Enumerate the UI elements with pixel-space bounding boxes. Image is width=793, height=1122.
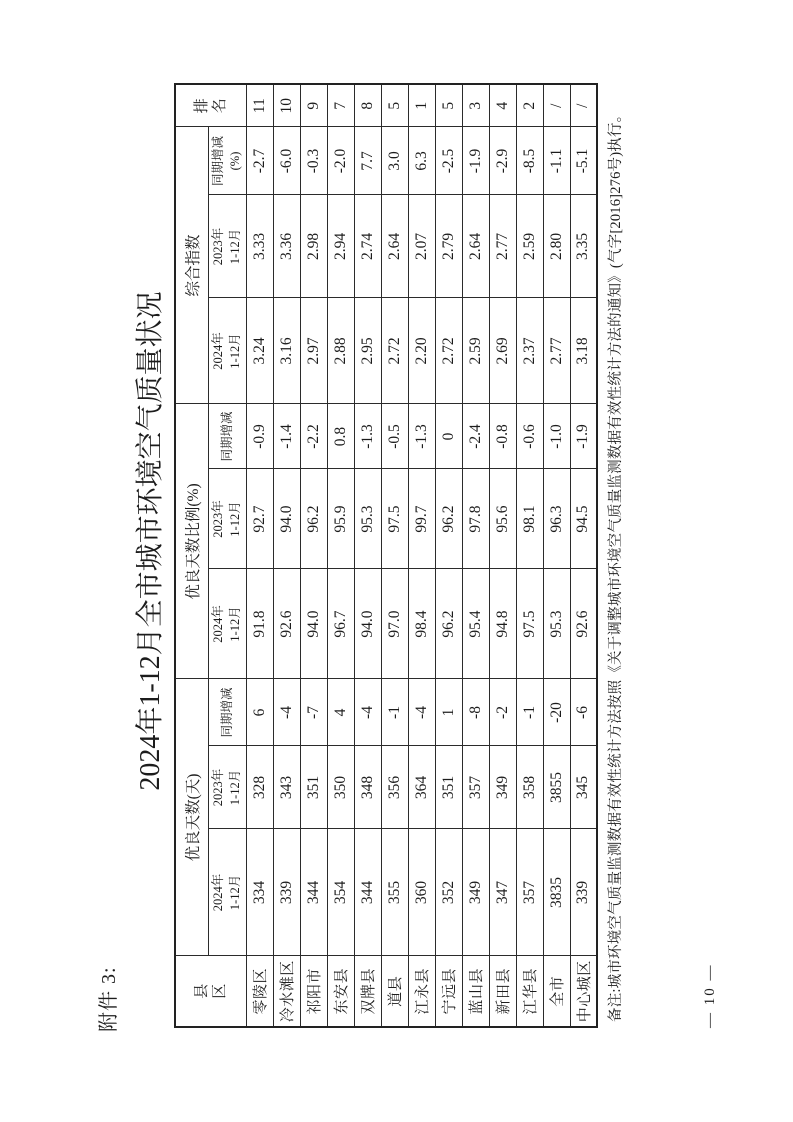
subheader-days-2023: 2023年1-12月	[208, 746, 246, 829]
cell-ratio-delta: -0.5	[381, 404, 408, 469]
cell-index-2023: 3.35	[570, 195, 597, 298]
cell-rank: 11	[246, 84, 273, 127]
cell-index-delta: 7.7	[354, 127, 381, 195]
subheader-days-2024: 2024年1-12月	[208, 829, 246, 956]
table-row	[489, 84, 516, 1027]
cell-days-2023: 358	[516, 746, 543, 829]
cell-days-delta: -20	[543, 679, 570, 746]
cell-index-2024: 2.59	[462, 298, 489, 404]
cell-index-2023: 2.64	[381, 195, 408, 298]
subheader-ratio-2023: 2023年1-12月	[208, 469, 246, 569]
cell-index-delta: 3.0	[381, 127, 408, 195]
cell-rank: /	[543, 84, 570, 127]
cell-ratio-2023: 94.0	[273, 469, 300, 569]
cell-days-2024: 344	[354, 829, 381, 956]
air-quality-table	[174, 83, 598, 1028]
cell-ratio-2023: 95.6	[489, 469, 516, 569]
table-row	[246, 84, 273, 1027]
cell-index-2024: 2.20	[408, 298, 435, 404]
cell-index-2023: 2.79	[435, 195, 462, 298]
cell-index-delta: -2.0	[327, 127, 354, 195]
cell-region: 江华县	[516, 956, 543, 1027]
cell-ratio-2024: 94.0	[300, 569, 327, 679]
cell-ratio-2023: 95.3	[354, 469, 381, 569]
subheader-index-2023: 2023年1-12月	[208, 195, 246, 298]
cell-region: 中心城区	[570, 956, 597, 1027]
cell-index-delta: -0.3	[300, 127, 327, 195]
cell-region: 全市	[543, 956, 570, 1027]
cell-days-2023: 3855	[543, 746, 570, 829]
cell-index-2023: 2.59	[516, 195, 543, 298]
cell-ratio-delta: -0.8	[489, 404, 516, 469]
cell-days-2023: 364	[408, 746, 435, 829]
cell-ratio-delta: -1.9	[570, 404, 597, 469]
cell-rank: 4	[489, 84, 516, 127]
cell-index-2023: 2.98	[300, 195, 327, 298]
cell-days-2024: 352	[435, 829, 462, 956]
cell-rank: 8	[354, 84, 381, 127]
cell-days-2024: 334	[246, 829, 273, 956]
cell-days-2024: 354	[327, 829, 354, 956]
cell-days-delta: -1	[516, 679, 543, 746]
cell-days-2023: 343	[273, 746, 300, 829]
cell-index-2024: 2.72	[381, 298, 408, 404]
cell-days-2023: 345	[570, 746, 597, 829]
subheader-index-2024: 2024年1-12月	[208, 298, 246, 404]
cell-index-2023: 3.36	[273, 195, 300, 298]
cell-index-2024: 2.95	[354, 298, 381, 404]
cell-rank: 2	[516, 84, 543, 127]
cell-rank: 10	[273, 84, 300, 127]
cell-ratio-delta: -2.2	[300, 404, 327, 469]
cell-ratio-2024: 98.4	[408, 569, 435, 679]
page-number: — 10 —	[702, 963, 718, 1028]
header-index-group: 综合指数	[175, 127, 208, 404]
note-text: 备注:城市环境空气质量监测数据有效性统计方法按照《关于调整城市环境空气质量监测数据有效性统计方法的通知》(气字[2016]276号)执行。	[608, 107, 624, 1022]
cell-index-2023: 2.64	[462, 195, 489, 298]
cell-index-2023: 2.94	[327, 195, 354, 298]
cell-index-2024: 2.69	[489, 298, 516, 404]
cell-rank: 1	[408, 84, 435, 127]
cell-days-2024: 3835	[543, 829, 570, 956]
cell-days-delta: -7	[300, 679, 327, 746]
cell-days-delta: -4	[408, 679, 435, 746]
header-region-label: 县区	[193, 983, 228, 999]
cell-ratio-2024: 94.8	[489, 569, 516, 679]
cell-ratio-2023: 96.2	[300, 469, 327, 569]
cell-ratio-2024: 96.2	[435, 569, 462, 679]
cell-index-delta: 6.3	[408, 127, 435, 195]
cell-ratio-delta: -1.4	[273, 404, 300, 469]
cell-index-delta: -1.9	[462, 127, 489, 195]
cell-days-2024: 355	[381, 829, 408, 956]
cell-days-2024: 357	[516, 829, 543, 956]
cell-days-2023: 349	[489, 746, 516, 829]
cell-index-2024: 3.18	[570, 298, 597, 404]
cell-ratio-2023: 97.5	[381, 469, 408, 569]
cell-rank: 9	[300, 84, 327, 127]
cell-region: 道县	[381, 956, 408, 1027]
table-row	[435, 84, 462, 1027]
subheader-ratio-delta: 同期增减	[208, 404, 246, 469]
cell-days-2023: 350	[327, 746, 354, 829]
cell-ratio-2024: 97.0	[381, 569, 408, 679]
table-row	[462, 84, 489, 1027]
cell-index-2024: 2.77	[543, 298, 570, 404]
document-title: 2024年1-12月全市城市环境空气质量状况	[135, 291, 166, 791]
cell-days-2023: 351	[300, 746, 327, 829]
cell-index-delta: -2.5	[435, 127, 462, 195]
cell-ratio-2024: 95.3	[543, 569, 570, 679]
cell-region: 江永县	[408, 956, 435, 1027]
cell-days-delta: -8	[462, 679, 489, 746]
cell-index-2024: 2.72	[435, 298, 462, 404]
cell-region: 冷水滩区	[273, 956, 300, 1027]
header-rank-label: 排名	[193, 98, 228, 114]
cell-days-delta: -6	[570, 679, 597, 746]
cell-days-2024: 349	[462, 829, 489, 956]
sub-header-row	[208, 84, 246, 1027]
cell-days-delta: -2	[489, 679, 516, 746]
table-body	[246, 84, 597, 1027]
cell-ratio-2024: 94.0	[354, 569, 381, 679]
cell-region: 宁远县	[435, 956, 462, 1027]
cell-ratio-2023: 96.2	[435, 469, 462, 569]
cell-days-2023: 356	[381, 746, 408, 829]
cell-region: 东安县	[327, 956, 354, 1027]
subheader-days-delta: 同期增减	[208, 679, 246, 746]
cell-index-delta: -2.9	[489, 127, 516, 195]
cell-ratio-2024: 92.6	[273, 569, 300, 679]
header-rank	[175, 84, 246, 127]
cell-days-delta: 1	[435, 679, 462, 746]
cell-index-2023: 2.77	[489, 195, 516, 298]
cell-ratio-delta: 0	[435, 404, 462, 469]
cell-days-2023: 348	[354, 746, 381, 829]
cell-days-2023: 357	[462, 746, 489, 829]
cell-ratio-delta: -1.0	[543, 404, 570, 469]
cell-ratio-2023: 95.9	[327, 469, 354, 569]
table-row	[570, 84, 597, 1027]
table-row	[273, 84, 300, 1027]
table-row	[408, 84, 435, 1027]
cell-rank: 5	[435, 84, 462, 127]
cell-index-2023: 2.80	[543, 195, 570, 298]
cell-ratio-2023: 98.1	[516, 469, 543, 569]
cell-ratio-delta: -1.3	[408, 404, 435, 469]
cell-region: 蓝山县	[462, 956, 489, 1027]
table-row	[354, 84, 381, 1027]
cell-ratio-2023: 96.3	[543, 469, 570, 569]
table-row	[300, 84, 327, 1027]
cell-days-2024: 347	[489, 829, 516, 956]
cell-index-2024: 2.88	[327, 298, 354, 404]
cell-ratio-2024: 92.6	[570, 569, 597, 679]
cell-ratio-delta: 0.8	[327, 404, 354, 469]
cell-region: 双牌县	[354, 956, 381, 1027]
cell-days-delta: 4	[327, 679, 354, 746]
cell-ratio-2024: 97.5	[516, 569, 543, 679]
cell-ratio-delta: -2.4	[462, 404, 489, 469]
cell-days-2024: 344	[300, 829, 327, 956]
cell-days-2023: 328	[246, 746, 273, 829]
cell-rank: 3	[462, 84, 489, 127]
table-row	[516, 84, 543, 1027]
cell-index-2023: 2.74	[354, 195, 381, 298]
cell-index-2023: 3.33	[246, 195, 273, 298]
header-days-group: 优良天数(天)	[175, 679, 208, 956]
cell-ratio-2023: 99.7	[408, 469, 435, 569]
cell-index-2024: 2.37	[516, 298, 543, 404]
cell-index-delta: -6.0	[273, 127, 300, 195]
cell-ratio-delta: -1.3	[354, 404, 381, 469]
cell-days-2024: 339	[570, 829, 597, 956]
cell-index-delta: -2.7	[246, 127, 273, 195]
cell-rank: /	[570, 84, 597, 127]
cell-days-delta: -4	[273, 679, 300, 746]
cell-region: 零陵区	[246, 956, 273, 1027]
cell-days-2024: 339	[273, 829, 300, 956]
cell-days-delta: -1	[381, 679, 408, 746]
cell-region: 祁阳市	[300, 956, 327, 1027]
cell-index-delta: -8.5	[516, 127, 543, 195]
cell-ratio-2023: 94.5	[570, 469, 597, 569]
cell-ratio-delta: -0.9	[246, 404, 273, 469]
cell-days-delta: -4	[354, 679, 381, 746]
cell-index-delta: -1.1	[543, 127, 570, 195]
cell-rank: 5	[381, 84, 408, 127]
cell-ratio-2024: 95.4	[462, 569, 489, 679]
cell-index-2024: 3.16	[273, 298, 300, 404]
group-header-row	[175, 84, 208, 1027]
header-region	[175, 956, 246, 1027]
subheader-index-delta-pct: 同期增减(%)	[208, 127, 246, 195]
cell-rank: 7	[327, 84, 354, 127]
cell-index-delta: -5.1	[570, 127, 597, 195]
cell-index-2024: 3.24	[246, 298, 273, 404]
table-header	[175, 84, 246, 1027]
cell-ratio-2023: 97.8	[462, 469, 489, 569]
cell-index-2024: 2.97	[300, 298, 327, 404]
cell-ratio-2024: 96.7	[327, 569, 354, 679]
table-row	[327, 84, 354, 1027]
table-row	[381, 84, 408, 1027]
table-row	[543, 84, 570, 1027]
cell-ratio-2023: 92.7	[246, 469, 273, 569]
cell-region: 新田县	[489, 956, 516, 1027]
cell-days-delta: 6	[246, 679, 273, 746]
cell-days-2023: 351	[435, 746, 462, 829]
cell-index-2023: 2.07	[408, 195, 435, 298]
subheader-ratio-2024: 2024年1-12月	[208, 569, 246, 679]
attachment-label: 附件 3:	[98, 966, 120, 1032]
header-ratio-group: 优良天数比例(%)	[175, 404, 208, 679]
cell-days-2024: 360	[408, 829, 435, 956]
cell-ratio-delta: -0.6	[516, 404, 543, 469]
cell-ratio-2024: 91.8	[246, 569, 273, 679]
